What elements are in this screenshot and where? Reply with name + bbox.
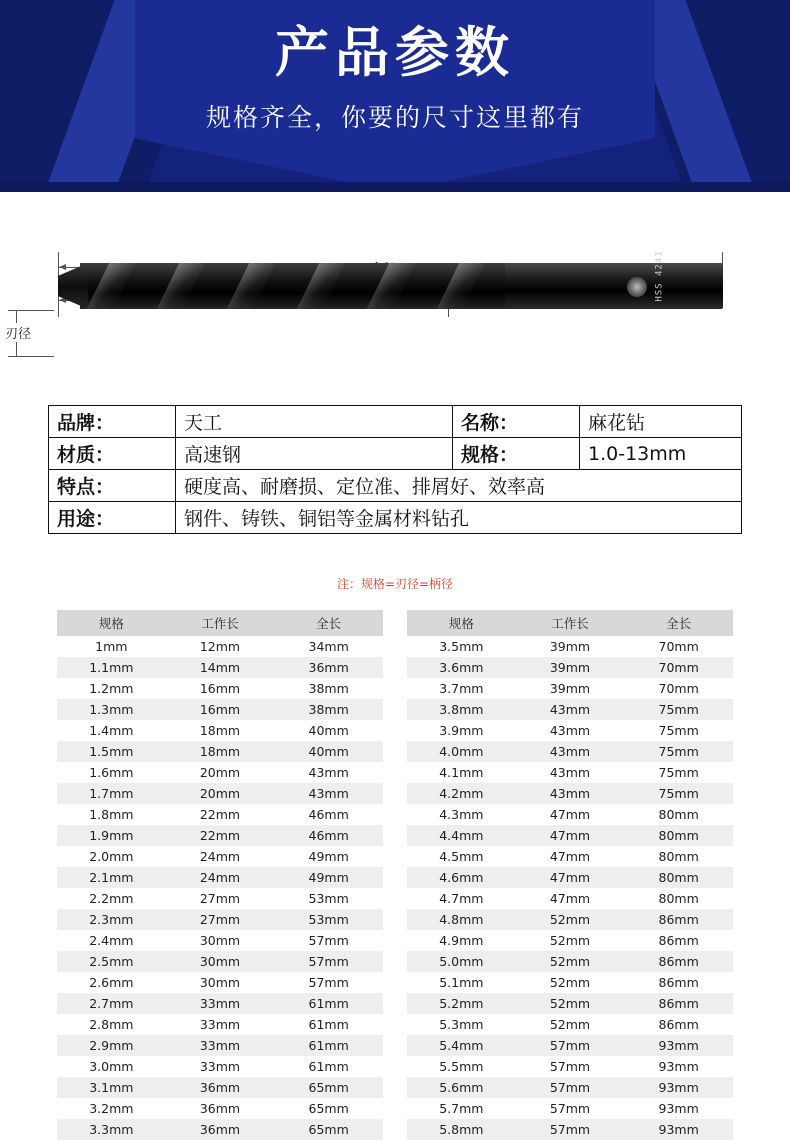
cell-working-length: 52mm [516,909,625,930]
table-row [57,783,383,804]
cell-working-length: 36mm [166,1119,275,1140]
cell-total-length: 75mm [624,720,733,741]
cell-working-length: 20mm [166,783,275,804]
cell-working-length: 39mm [516,657,625,678]
cell-size: 4.1mm [407,762,516,783]
header-working-length-left: 工作长 [166,610,275,636]
cell-working-length: 52mm [516,972,625,993]
cell-total-length: 61mm [274,1014,383,1035]
drill-shank [493,263,723,309]
spec-label-material: 材质： [49,438,176,470]
table-row [407,636,733,657]
cell-total-length: 70mm [624,657,733,678]
product-diagram [0,192,790,392]
cell-working-length: 57mm [516,1035,625,1056]
cell-total-length: 61mm [274,1035,383,1056]
cell-working-length: 16mm [166,678,275,699]
cell-working-length: 52mm [516,1014,625,1035]
size-table-left-header-row [57,610,383,636]
cell-size: 5.3mm [407,1014,516,1035]
table-row [407,1119,733,1140]
cell-working-length: 30mm [166,930,275,951]
size-tables-container [57,610,733,1140]
cell-working-length: 36mm [166,1077,275,1098]
cell-working-length: 33mm [166,1056,275,1077]
cell-total-length: 86mm [624,951,733,972]
size-table-left [57,610,383,1140]
table-row [407,993,733,1014]
cell-size: 3.2mm [57,1098,166,1119]
cell-working-length: 12mm [166,636,275,657]
size-table-left-body [57,636,383,1140]
table-row [407,867,733,888]
cell-working-length: 57mm [516,1098,625,1119]
cell-size: 4.5mm [407,846,516,867]
table-row [57,993,383,1014]
cell-size: 3.5mm [407,636,516,657]
cell-working-length: 57mm [516,1056,625,1077]
cell-working-length: 14mm [166,657,275,678]
table-row [57,657,383,678]
cell-size: 2.1mm [57,867,166,888]
cell-size: 2.2mm [57,888,166,909]
cell-size: 4.4mm [407,825,516,846]
cell-size: 3.0mm [57,1056,166,1077]
table-row [407,951,733,972]
cell-size: 4.9mm [407,930,516,951]
table-row [57,846,383,867]
cell-working-length: 36mm [166,1098,275,1119]
cell-size: 4.8mm [407,909,516,930]
cell-working-length: 24mm [166,846,275,867]
cell-size: 3.7mm [407,678,516,699]
table-row [57,951,383,972]
table-row [57,1056,383,1077]
cell-total-length: 34mm [274,636,383,657]
table-row [407,909,733,930]
spec-value-brand: 天工 [176,406,453,438]
cell-total-length: 49mm [274,846,383,867]
cell-working-length: 18mm [166,720,275,741]
table-row [57,909,383,930]
cell-size: 4.0mm [407,741,516,762]
cell-total-length: 70mm [624,636,733,657]
cell-working-length: 39mm [516,636,625,657]
brand-logo-icon [627,277,647,297]
cell-total-length: 80mm [624,888,733,909]
table-row [407,972,733,993]
table-row [57,636,383,657]
cell-total-length: 75mm [624,699,733,720]
cell-total-length: 46mm [274,825,383,846]
cell-size: 1.7mm [57,783,166,804]
table-row [57,972,383,993]
cell-size: 2.3mm [57,909,166,930]
table-row [407,888,733,909]
drill-bit-illustration [58,250,723,315]
cell-total-length: 46mm [274,804,383,825]
cell-size: 4.7mm [407,888,516,909]
cell-size: 5.5mm [407,1056,516,1077]
cell-working-length: 33mm [166,1035,275,1056]
table-row [57,720,383,741]
cell-size: 2.4mm [57,930,166,951]
table-row [407,699,733,720]
cell-total-length: 65mm [274,1098,383,1119]
spec-value-usage: 钢件、铸铁、铜铝等金属材料钻孔 [176,502,742,534]
cell-total-length: 86mm [624,909,733,930]
size-table-left-head [57,610,383,636]
spec-table-wrapper [48,405,742,534]
cell-size: 1.2mm [57,678,166,699]
cell-working-length: 30mm [166,951,275,972]
cell-working-length: 30mm [166,972,275,993]
cell-total-length: 75mm [624,741,733,762]
cell-total-length: 61mm [274,1056,383,1077]
table-row [57,804,383,825]
page-title: 产品参数 [275,21,515,84]
page-banner [0,0,790,192]
cell-working-length: 47mm [516,888,625,909]
cell-working-length: 27mm [166,888,275,909]
cell-size: 5.4mm [407,1035,516,1056]
table-row [407,783,733,804]
cell-size: 1.9mm [57,825,166,846]
cell-working-length: 52mm [516,930,625,951]
cell-size: 1.1mm [57,657,166,678]
cell-working-length: 43mm [516,762,625,783]
table-row [407,825,733,846]
cell-working-length: 43mm [516,741,625,762]
cell-working-length: 33mm [166,1014,275,1035]
spec-row-features [49,470,742,502]
cell-working-length: 22mm [166,825,275,846]
cell-total-length: 57mm [274,930,383,951]
cell-total-length: 53mm [274,888,383,909]
table-row [57,741,383,762]
table-row [407,720,733,741]
spec-label-usage: 用途： [49,502,176,534]
table-row [57,1098,383,1119]
spec-value-features: 硬度高、耐磨损、定位准、排屑好、效率高 [176,470,742,502]
header-size-right: 规格 [407,610,516,636]
spec-value-material: 高速钢 [176,438,453,470]
table-row [407,1077,733,1098]
cell-working-length: 43mm [516,783,625,804]
cell-total-length: 61mm [274,993,383,1014]
drill-marking-text: HSS 4241 [654,250,665,302]
cell-working-length: 22mm [166,804,275,825]
cell-working-length: 39mm [516,678,625,699]
table-row [407,804,733,825]
cell-total-length: 86mm [624,1014,733,1035]
cell-total-length: 80mm [624,867,733,888]
cell-working-length: 47mm [516,825,625,846]
table-row [57,699,383,720]
cell-size: 1mm [57,636,166,657]
cell-size: 3.3mm [57,1119,166,1140]
spec-note: 注：规格=刃径=柄径 [336,577,454,591]
cut-diameter-tick-bottom [8,356,54,357]
table-row [57,1077,383,1098]
cell-size: 3.8mm [407,699,516,720]
cell-size: 5.6mm [407,1077,516,1098]
cell-total-length: 40mm [274,741,383,762]
cut-diameter-label: 刃径 [0,323,36,342]
cell-total-length: 70mm [624,678,733,699]
cell-size: 2.9mm [57,1035,166,1056]
header-size-left: 规格 [57,610,166,636]
spec-value-size: 1.0-13mm [580,438,742,470]
cell-working-length: 57mm [516,1119,625,1140]
spec-row-brand [49,406,742,438]
table-row [57,867,383,888]
page-subtitle: 规格齐全，你要的尺寸这里都有 [205,103,584,133]
table-row [407,1035,733,1056]
cell-working-length: 18mm [166,741,275,762]
cut-diameter-tick-top [8,310,54,311]
cell-size: 4.3mm [407,804,516,825]
table-row [407,930,733,951]
cell-total-length: 80mm [624,825,733,846]
cell-size: 2.8mm [57,1014,166,1035]
size-table-right [407,610,733,1140]
cell-working-length: 24mm [166,867,275,888]
cell-working-length: 20mm [166,762,275,783]
cell-total-length: 86mm [624,993,733,1014]
cell-total-length: 93mm [624,1077,733,1098]
cell-size: 3.9mm [407,720,516,741]
cell-size: 1.6mm [57,762,166,783]
spec-label-features: 特点： [49,470,176,502]
cell-total-length: 43mm [274,762,383,783]
cell-size: 2.0mm [57,846,166,867]
cell-total-length: 80mm [624,846,733,867]
table-row [57,678,383,699]
cell-size: 5.2mm [407,993,516,1014]
cell-size: 2.5mm [57,951,166,972]
spec-label-name: 名称： [453,406,580,438]
size-table-right-head [407,610,733,636]
cell-total-length: 86mm [624,972,733,993]
cell-total-length: 53mm [274,909,383,930]
table-row [407,846,733,867]
spec-label-size: 规格： [453,438,580,470]
cell-total-length: 65mm [274,1119,383,1140]
table-row [57,762,383,783]
header-working-length-right: 工作长 [516,610,625,636]
cell-total-length: 36mm [274,657,383,678]
cell-working-length: 52mm [516,993,625,1014]
spec-label-brand: 品牌： [49,406,176,438]
cell-total-length: 65mm [274,1077,383,1098]
cell-size: 1.3mm [57,699,166,720]
banner-bottom-bar [0,182,790,192]
table-row [57,1014,383,1035]
size-table-right-body [407,636,733,1140]
table-row [57,1035,383,1056]
cell-total-length: 75mm [624,783,733,804]
cell-working-length: 43mm [516,699,625,720]
cell-total-length: 86mm [624,930,733,951]
spec-row-usage [49,502,742,534]
header-total-length-right: 全长 [624,610,733,636]
table-row [57,888,383,909]
cell-working-length: 16mm [166,699,275,720]
size-table-right-header-row [407,610,733,636]
cell-total-length: 75mm [624,762,733,783]
cell-total-length: 93mm [624,1035,733,1056]
table-row [407,741,733,762]
banner-text-group [0,22,790,134]
table-row [57,930,383,951]
cell-size: 3.6mm [407,657,516,678]
cell-total-length: 57mm [274,951,383,972]
header-total-length-left: 全长 [274,610,383,636]
cell-working-length: 27mm [166,909,275,930]
spec-value-name: 麻花钻 [580,406,742,438]
table-row [407,1056,733,1077]
cell-size: 3.1mm [57,1077,166,1098]
table-row [57,825,383,846]
cell-size: 5.0mm [407,951,516,972]
drill-tip [58,263,88,309]
table-row [407,1014,733,1035]
cell-size: 4.6mm [407,867,516,888]
cell-total-length: 80mm [624,804,733,825]
table-row [407,678,733,699]
cell-total-length: 49mm [274,867,383,888]
spec-row-material [49,438,742,470]
cell-total-length: 38mm [274,699,383,720]
cell-working-length: 47mm [516,846,625,867]
spec-table [48,405,742,534]
cell-size: 2.7mm [57,993,166,1014]
cell-total-length: 93mm [624,1098,733,1119]
cell-total-length: 93mm [624,1056,733,1077]
cell-working-length: 52mm [516,951,625,972]
cell-size: 2.6mm [57,972,166,993]
cell-working-length: 47mm [516,804,625,825]
cell-size: 1.4mm [57,720,166,741]
cell-size: 5.8mm [407,1119,516,1140]
cell-working-length: 47mm [516,867,625,888]
table-row [407,762,733,783]
table-row [407,657,733,678]
cell-size: 5.7mm [407,1098,516,1119]
cell-size: 4.2mm [407,783,516,804]
cell-total-length: 93mm [624,1119,733,1140]
cell-total-length: 40mm [274,720,383,741]
cell-size: 5.1mm [407,972,516,993]
cell-total-length: 57mm [274,972,383,993]
cell-size: 1.8mm [57,804,166,825]
cell-working-length: 57mm [516,1077,625,1098]
cell-total-length: 43mm [274,783,383,804]
table-row [407,1098,733,1119]
cell-working-length: 43mm [516,720,625,741]
cell-working-length: 33mm [166,993,275,1014]
cell-total-length: 38mm [274,678,383,699]
cell-size: 1.5mm [57,741,166,762]
table-row [57,1119,383,1140]
